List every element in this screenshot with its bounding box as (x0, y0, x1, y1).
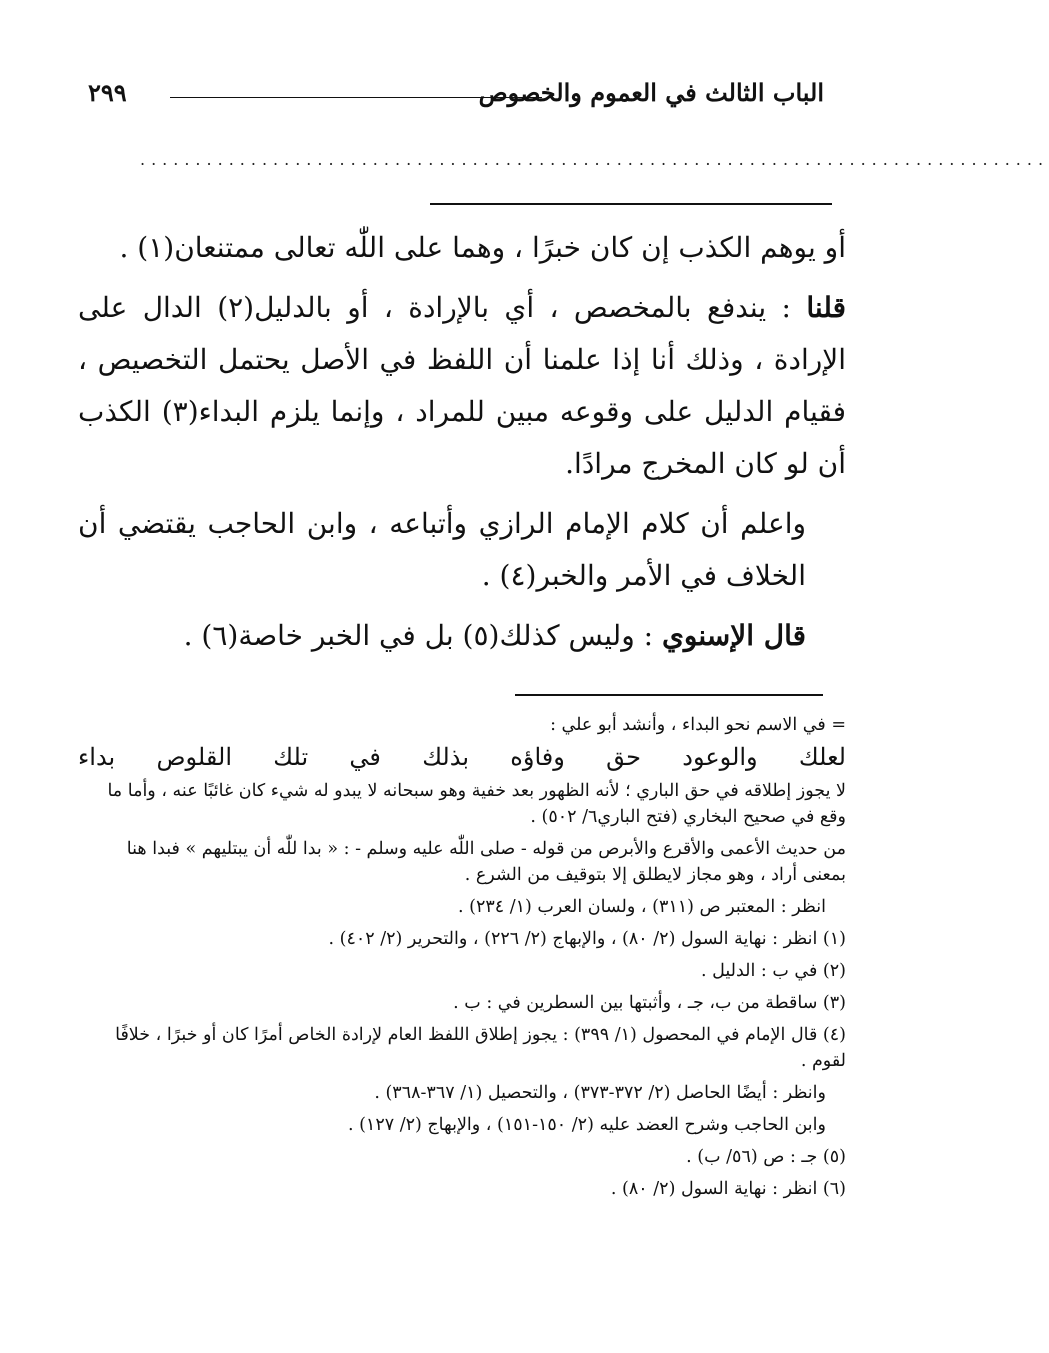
paragraph-4-body: : وليس كذلك(٥) بل في الخبر خاصة(٦) . (183, 619, 662, 652)
header-rule (170, 97, 542, 98)
footnote-2: (٢) في ب : الدليل . (700, 961, 846, 981)
footnote-continuation-intro: = في الاسم نحو البداء ، وأنشد أبو علي : (550, 715, 846, 735)
footnote-6: (٦) انظر : نهاية السول (٢/ ٨٠) . (610, 1179, 846, 1199)
footnote-continuation-1: لا يجوز إطلاقه في حق الباري ؛ لأنه الظهور بعد خفية وهو سبحانه لا يبدو له شيء كان غائبًا عنه ، وأما ما وقع في صحيح البخاري (فتح الباري٦/ ٥٠٢) . (107, 781, 846, 827)
footnote-4-ibn-hajib: وابن الحاجب وشرح العضد عليه (٢/ ١٥٠-١٥١) ، والإبهاج (٢/ ١٢٧) . (347, 1115, 826, 1135)
footnote-4: (٤) قال الإمام في المحصول (١/ ٣٩٩) : يجوز إطلاق اللفظ العام لإرادة الخاص أمرًا كان أو خبرًا ، خلافًا لقوم . (115, 1025, 846, 1071)
footnote-rule (515, 694, 823, 696)
main-text (78, 222, 846, 670)
footnote-4-see-also: وانظر : أيضًا الحاصل (٢/ ٣٧٢-٣٧٣) ، والتحصيل (١/ ٣٦٧-٣٦٨) . (374, 1083, 826, 1103)
paragraph-4 (78, 610, 846, 662)
paragraph-3: واعلم أن كلام الإمام الرازي وأتباعه ، وابن الحاجب يقتضي أن الخلاف في الأمر والخبر(٤) . (78, 507, 806, 592)
page-number: ٢٩٩ (88, 78, 127, 107)
paragraph-2-lead: قلنا (806, 291, 846, 324)
footnote-continuation-3: انظر : المعتبر ص (٣١١) ، ولسان العرب (١/ ٢٣٤) . (458, 897, 826, 917)
footnote-verse: لعلك والوعود حق وفاؤه بذلك في تلك القلوص بداء (78, 743, 846, 771)
footnote-1: (١) انظر : نهاية السول (٢/ ٨٠) ، والإبهاج (٢/ ٢٢٦) ، والتحرير (٢/ ٤٠٢) . (328, 929, 846, 949)
paragraph-1: أو يوهم الكذب إن كان خبرًا ، وهما على اللّٰه تعالى ممتنعان(١) . (119, 231, 846, 264)
separator-rule (430, 203, 832, 205)
footnote-5: (٥) جـ : ص (٥٦/ ب) . (686, 1147, 846, 1167)
footnotes (78, 712, 846, 1208)
paragraph-2-body: : يندفع بالمخصص ، أي بالإرادة ، أو بالدليل(٢) الدال على الإرادة ، وذلك أنا إذا علمنا أن اللفظ في الأصل يحتمل التخصيص ، فقيام الدليل على وقوعه مبين للمراد ، وإنما يلزم البداء(٣) الكذب أن لو كان المخرج مرادًا. (78, 291, 846, 480)
footnote-continuation-2: من حديث الأعمى والأقرع والأبرص من قوله - صلى اللّٰه عليه وسلم - : « بدا للّٰه أن يبتليهم » فبدا هنا بمعنى أراد ، وهو مجاز لايطلق إلا بتوقيف من الشرع . (126, 839, 846, 885)
omission-dots: .................................................................................. (140, 150, 1049, 169)
paragraph-2 (78, 282, 846, 490)
paragraph-4-lead: قال الإسنوي (661, 619, 806, 652)
running-header-title: الباب الثالث في العموم والخصوص (478, 78, 824, 107)
footnote-3: (٣) ساقطة من ب، جـ ، وأثبتها بين السطرين في : ب . (453, 993, 846, 1013)
